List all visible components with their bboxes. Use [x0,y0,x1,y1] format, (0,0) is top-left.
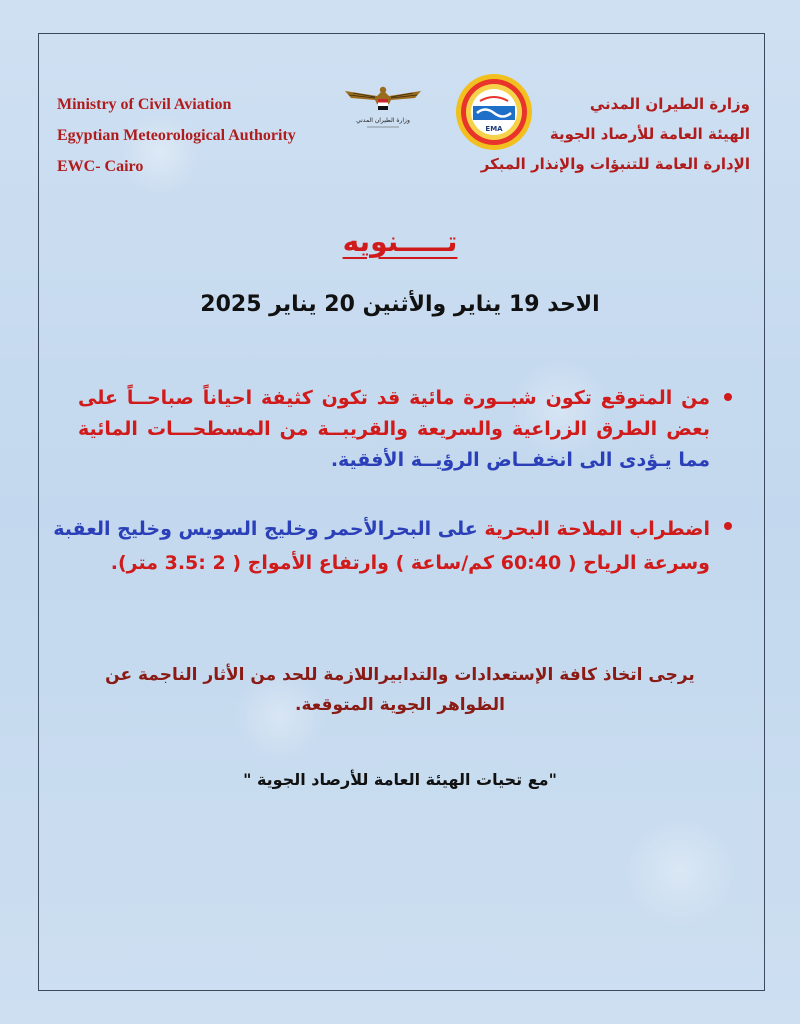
notice-date: الاحد 19 يناير والأثنين 20 يناير 2025 [200,292,600,317]
english-header [57,89,296,182]
ema-logo-caption: EMA [485,125,503,133]
precautions-line-1: يرجى اتخاذ كافة الإستعدادات والتدابيراللازمة للحد من الأثار الناجمة عن [105,665,695,685]
ministry-name-en: Ministry of Civil Aviation [57,96,232,113]
authority-name-ar: الهيئة العامة للأرصاد الجوية [549,125,750,143]
warning-marine [53,512,738,580]
warning-fog [78,383,738,476]
notice-title: تـــــنويه [342,225,458,258]
bullet-dot-icon [724,393,732,401]
ministry-eagle-logo [341,82,425,132]
center-name-ar: الإدارة العامة للتنبؤات والإنذار المبكر [480,155,750,173]
precautions-notice [0,660,800,720]
closing-greeting: "مع تحيات الهيئة العامة للأرصاد الجوية " [243,770,557,789]
arabic-header [481,89,750,179]
ministry-name-ar: وزارة الطيران المدني [589,95,750,113]
authority-name-en: Egyptian Meteorological Authority [57,127,296,144]
precautions-line-2: الظواهر الجوية المتوقعة. [295,695,505,715]
ministry-logo-caption: وزارة الطيران المدني [356,117,410,124]
wind-waves-text: وسرعة الرياح ( 60:40 كم/ساعة ) وارتفاع الأمواج ( 2 :3.5 متر). [110,552,710,574]
bullet-dot-icon [724,522,732,530]
center-name-en: EWC- Cairo [57,158,144,175]
marine-regions-text: على البحرالأحمر وخليج السويس وخليج العقبة [53,518,478,540]
fog-visibility-text: مما يـؤدى الى انخفــاض الرؤيــة الأفقية. [330,449,710,471]
marine-navigation-text: اضطراب الملاحة البحرية [484,518,710,540]
fog-warning-text: من المتوقع تكون شبــورة مائية قد تكون كثيفة احياناً صباحــاً على بعض الطرق الزراعية والسريعة والقريبــة من المسطحـــات المائية [78,387,710,440]
warnings-list [53,383,738,580]
